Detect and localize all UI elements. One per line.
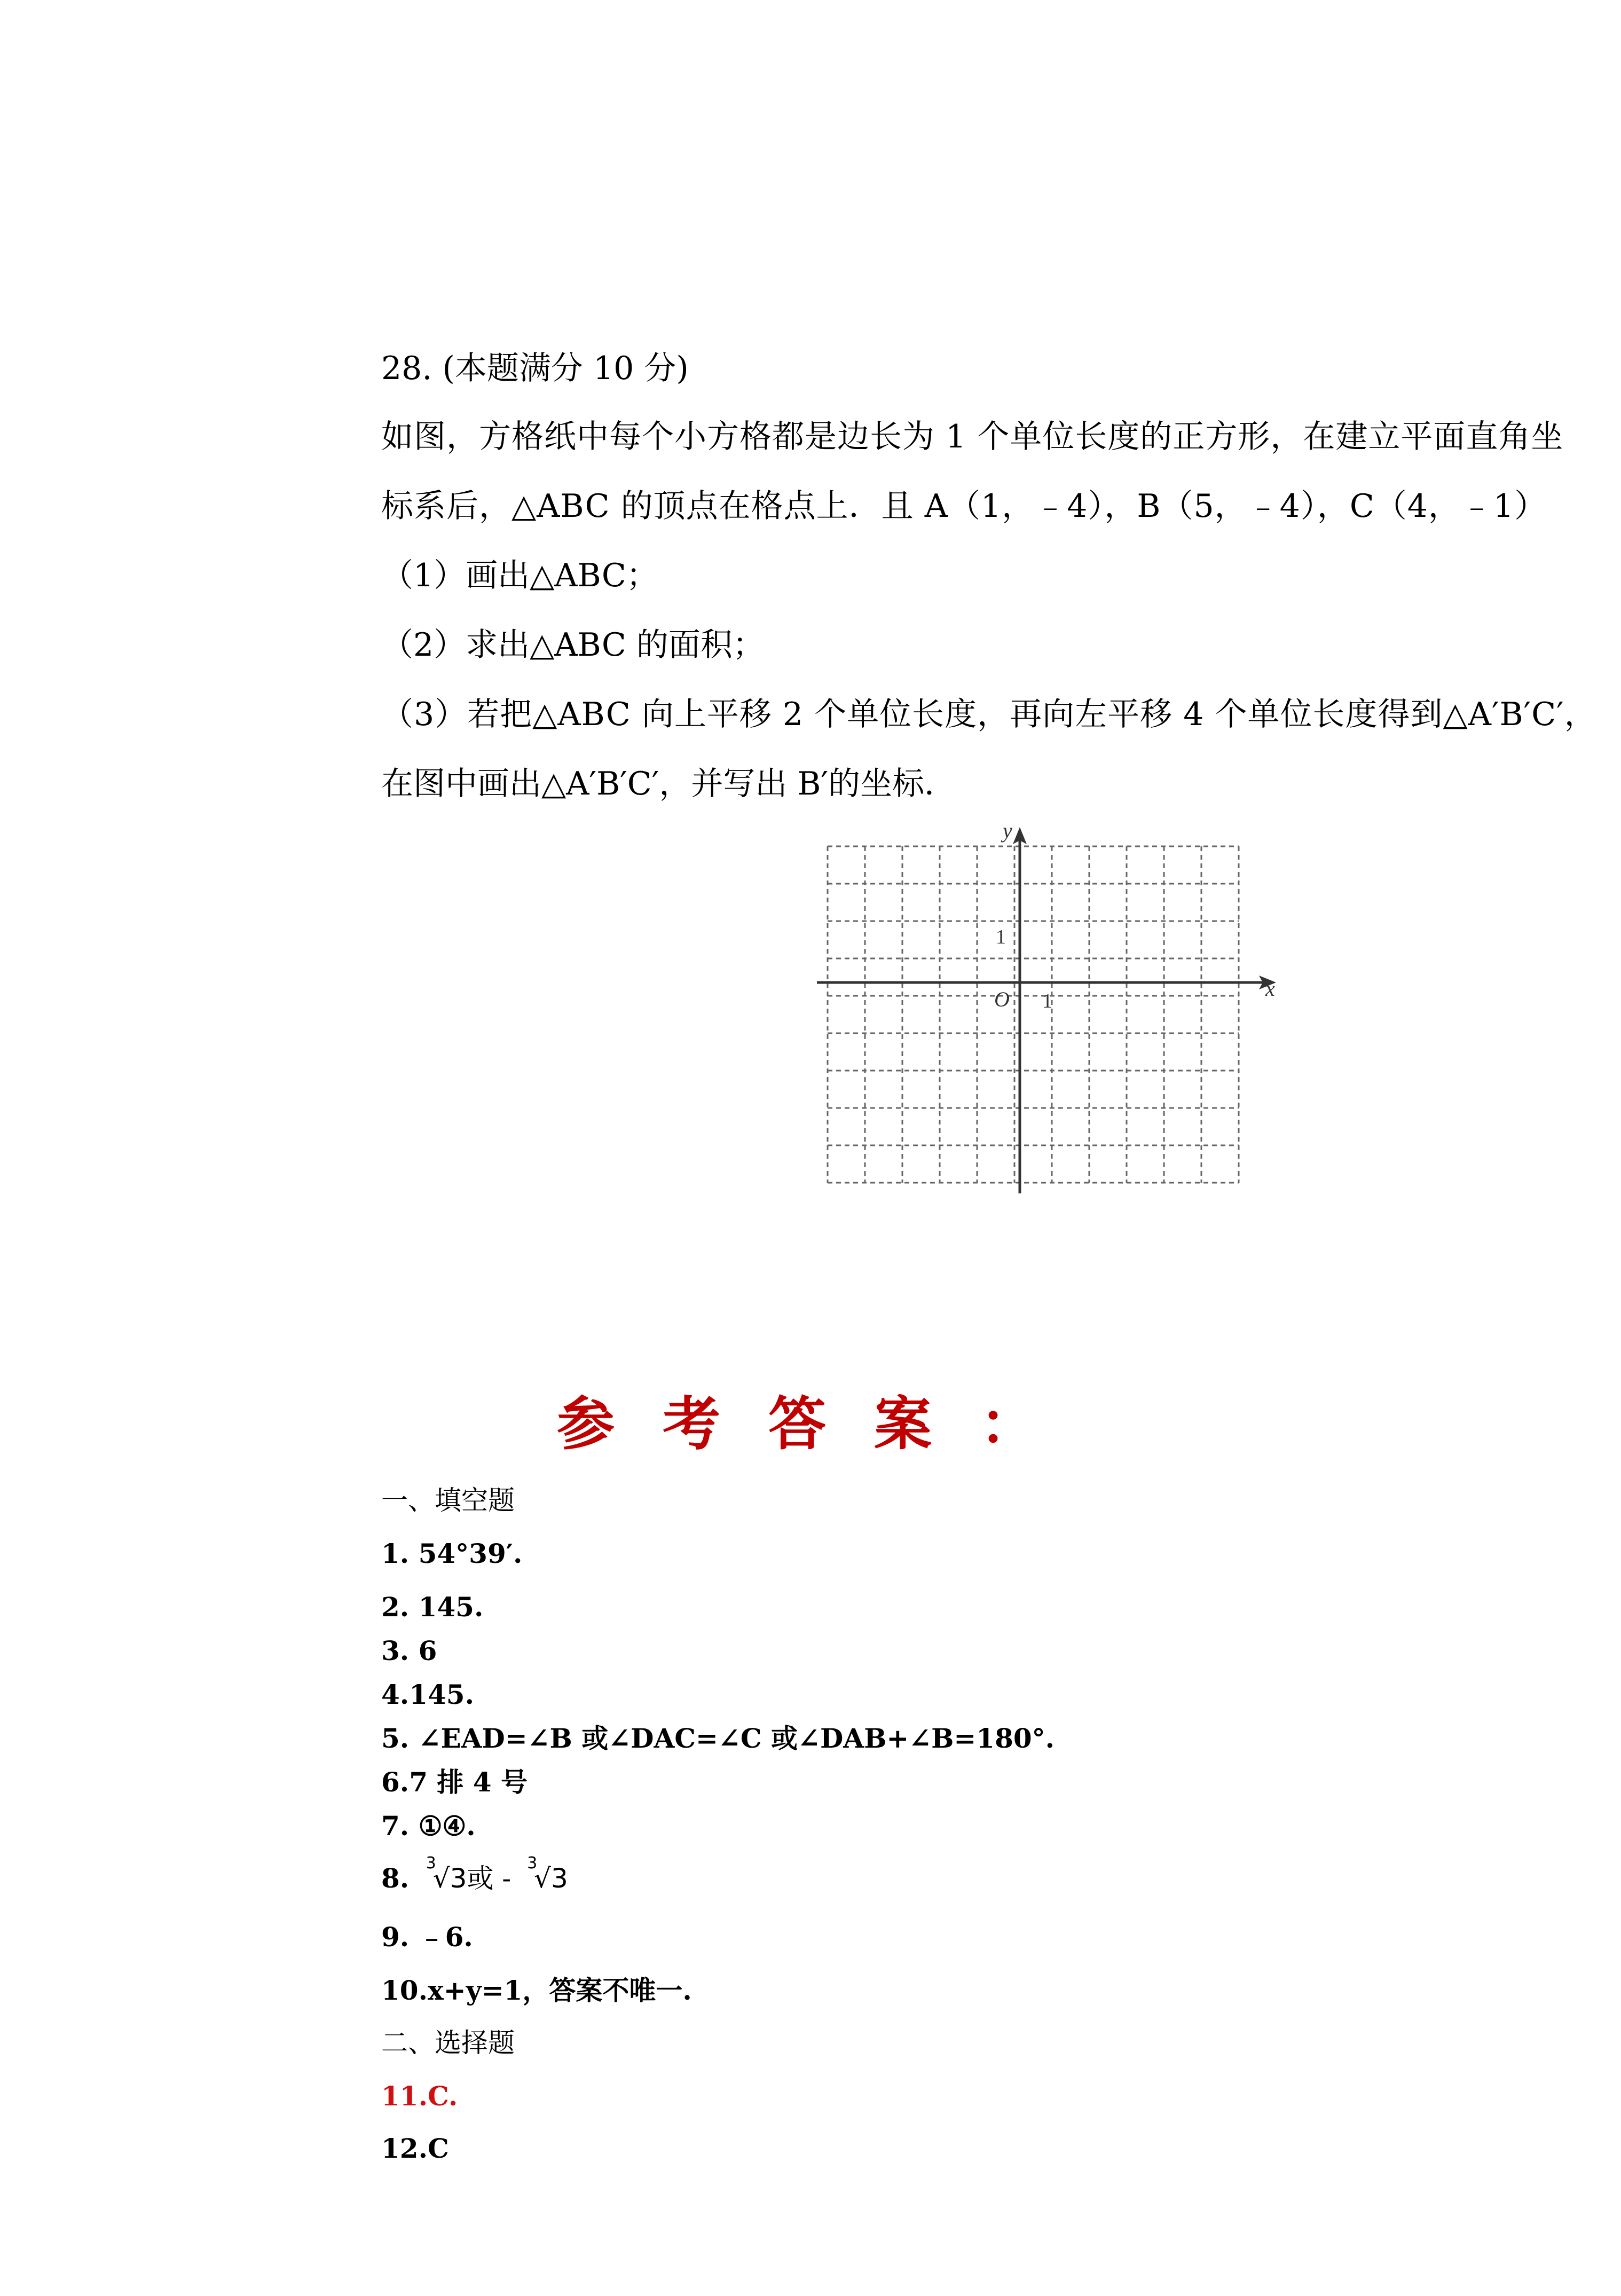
section-fill-in-blank: 一、填空题 — [381, 1485, 515, 1516]
answer-1: 1. 54°39′. — [381, 1538, 523, 1569]
x-unit-label: 1 — [1042, 990, 1052, 1012]
question-intro-line-1: 如图，方格纸中每个小方格都是边长为 1 个单位长度的正方形，在建立平面直角坐 — [381, 418, 1564, 455]
question-part-2: （2）求出△ABC 的面积； — [381, 626, 765, 664]
y-axis-label: y — [1003, 825, 1012, 843]
answer-2: 2. 145. — [381, 1591, 484, 1623]
dashed-grid — [828, 846, 1239, 1183]
question-intro-line-2: 标系后，△ABC 的顶点在格点上．且 A（1，﹣4），B（5，﹣4），C（4，﹣1） — [381, 487, 1547, 525]
question-part-1: （1）画出△ABC； — [381, 557, 658, 594]
origin-label: O — [994, 987, 1010, 1011]
cube-root-3-negative: $^3$√3 — [527, 1854, 568, 1894]
answer-12: 12.C — [381, 2133, 449, 2164]
question-part-3-line-2: 在图中画出△A′B′C′，并写出 B′的坐标． — [381, 765, 957, 803]
answer-6: 6.7 排 4 号 — [381, 1766, 528, 1798]
answer-5: 5. ∠EAD=∠B 或∠DAC=∠C 或∠DAB+∠B=180°. — [381, 1723, 1055, 1754]
coordinate-grid-figure — [812, 825, 1287, 1199]
answer-4: 4.145. — [381, 1679, 474, 1710]
question-header: 28. (本题满分 10 分) — [381, 350, 689, 387]
answer-7: 7. ①④. — [381, 1810, 476, 1842]
answer-9: 9. ﹣6. — [381, 1921, 473, 1953]
answer-8-or: 或 - — [467, 1863, 520, 1894]
answer-8-number: 8. — [381, 1862, 410, 1894]
answer-11: 11.C. — [381, 2080, 458, 2112]
question-part-3-line-1: （3）若把△ABC 向上平移 2 个单位长度，再向左平移 4 个单位长度得到△A′B′C′， — [381, 696, 1597, 733]
section-multiple-choice: 二、选择题 — [381, 2027, 515, 2058]
y-unit-label: 1 — [996, 926, 1006, 948]
cube-root-3: $^3$√3 — [426, 1854, 467, 1894]
answer-3: 3. 6 — [381, 1635, 437, 1666]
answer-8 — [381, 1854, 568, 1894]
answer-10: 10.x+y=1，答案不唯一. — [381, 1975, 692, 2006]
answers-title: 参考答案： — [556, 1390, 1085, 1458]
x-axis-label: x — [1265, 977, 1275, 1001]
